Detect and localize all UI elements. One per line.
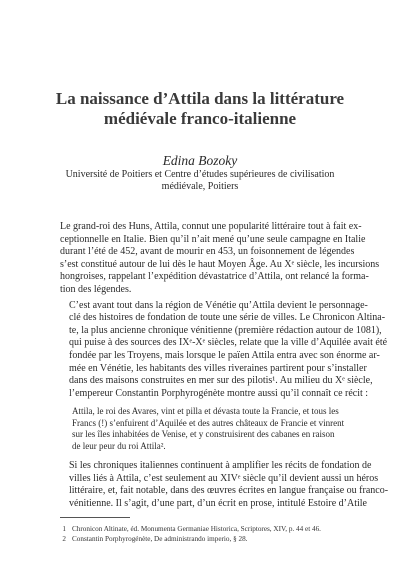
body-line: qui puise à des sources des IXᵉ-Xᵉ siècles, relate que la ville d’Aquilée avait été	[69, 337, 388, 349]
body-line: l’empereur Constantin Porphyrogénète montre aussi qu’il connaît ce récit :	[69, 387, 369, 399]
paragraph-2	[60, 299, 388, 401]
body-line: fondée par les Troyens, mais lorsque le païen Attila entra avec son énorme ar-	[69, 349, 380, 361]
footnote-text: Constantin Porphyrogénète, De administrando imperio, § 28.	[72, 535, 248, 543]
body-line: ceptionnelle en Italie. Bien qu’il n’ait mené qu’une seule campagne en Italie	[60, 233, 366, 245]
body-line: hongroises, rappelant l’expédition dévastatrice d’Attila, ont relancé la forma-	[60, 271, 369, 283]
footnote-number: 1	[62, 525, 66, 533]
body-line: tion des légendes.	[60, 283, 132, 295]
body-line: te, la plus ancienne chronique vénitienne (première rédaction autour de 1081),	[69, 324, 382, 336]
quote-line: de leur peur du roi Attila².	[72, 440, 166, 451]
body-line: dans des maisons construites en mer sur des pilotis¹. Au milieu du Xᵉ siècle,	[69, 375, 373, 387]
body-line: villes liés à Attila, c’est seulement au XIVᵉ siècle qu’il devient aussi un héros	[69, 472, 379, 484]
footnote-2	[60, 534, 340, 544]
body-line: vénitienne. Il s’agit, d’une part, d’un écrit en prose, intitulé Estoire d’Atile	[69, 497, 367, 509]
block-quote	[72, 406, 345, 452]
affiliation-line-2: médiévale, Poitiers	[161, 181, 239, 192]
quote-line: Attila, le roi des Avares, vint et pilla et dévasta toute la Francie, et tous les	[72, 406, 339, 417]
body-line: C’est avant tout dans la région de Vénétie qu’Attila devient le personnage-	[69, 299, 368, 311]
quote-line: sur les îles inhabitées de Venise, et y construisirent des cabanes en raison	[72, 429, 335, 440]
body-line: s’est constitué autour de lui dès le haut Moyen Âge. Au Xᵉ siècle, les incursions	[60, 258, 380, 270]
body-line: Le grand-roi des Huns, Attila, connut une popularité littéraire tout à fait ex-	[60, 221, 362, 232]
body-line: mée en Vénétie, les habitants des villes riveraines partirent pour s’installer	[69, 362, 367, 374]
affiliation-line-1: Université de Poitiers et Centre d’études supérieures de civilisation	[65, 169, 335, 180]
article-body	[60, 221, 389, 510]
footnote-1	[60, 524, 340, 534]
article-title	[0, 89, 400, 129]
footnotes	[60, 524, 340, 544]
paragraph-3	[60, 459, 389, 510]
title-line-1: La naissance d’Attila dans la littérature	[55, 89, 345, 108]
author-name: Edina Bozoky	[162, 153, 238, 168]
body-line: clé des histoires de fondation de toute une série de villes. Le Chronicon Altina-	[69, 312, 386, 324]
author-affiliation	[60, 169, 340, 193]
title-line-2: médiévale franco-italienne	[103, 109, 297, 128]
body-line: littéraire, et, fait notable, dans des œuvres écrites en langue française ou franco-	[69, 485, 389, 497]
footnote-divider	[60, 517, 130, 518]
body-line: Si les chroniques italiennes continuent à amplifier les récits de fondation de	[69, 459, 372, 471]
footnote-text: Chronicon Altinate, éd. Monumenta Germaniae Historica, Scriptores, XIV, p. 44 et 46.	[72, 525, 321, 533]
footnote-number: 2	[62, 535, 66, 543]
paragraph-1	[60, 221, 380, 297]
body-line: durant l’été de 452, avant de mourir en 453, un foisonnement de légendes	[60, 246, 355, 258]
quote-line: Francs (!) s’enfuirent d’Aquilée et des autres châteaux de Francie et vinrent	[72, 417, 345, 428]
